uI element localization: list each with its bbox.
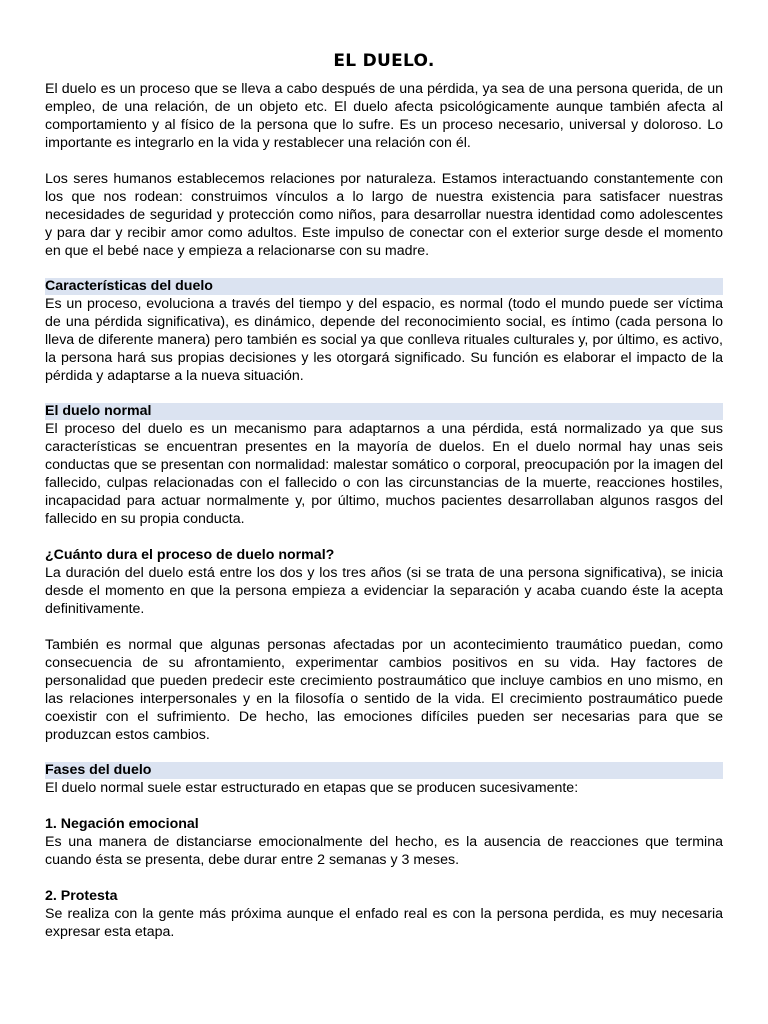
section-heading-duracion: ¿Cuánto dura el proceso de duelo normal? [45, 547, 335, 563]
document-title: EL DUELO. [333, 51, 435, 71]
spacer [45, 797, 723, 815]
spacer [45, 869, 723, 887]
fase-paragraph-protesta: Se realiza con la gente más próxima aunque el enfado real es con la persona perdida, es muy necesaria expresar esta etapa. [45, 906, 723, 940]
fases-paragraph: El duelo normal suele estar estructurado en etapas que se producen sucesivamente: [45, 780, 579, 796]
section-heading-fases: Fases del duelo [45, 762, 723, 779]
spacer [45, 152, 723, 170]
spacer [45, 744, 723, 762]
duracion-paragraph: La duración del duelo está entre los dos y los tres años (si se trata de una persona significativa), se inicia desde el momento en que la persona empieza a evidenciar la separación y acaba cuando éste la acepta definitivamente. [45, 565, 723, 617]
spacer [45, 385, 723, 403]
spacer [45, 260, 723, 278]
intro-paragraph-2: Los seres humanos establecemos relaciones por naturaleza. Estamos interactuando constantemente con los que nos rodean: construimos vínculos a lo largo de nuestra existencia para satisfacer nuestras necesidades de seguridad y protección como niños, para desarrollar nuestra identidad como adolescentes y para dar y recibir amor como adultos. Este impulso de conectar con el exterior surge desde el momento en que el bebé nace y empieza a relacionarse con su madre. [45, 171, 723, 259]
fase-heading-protesta: 2. Protesta [45, 888, 118, 904]
spacer [45, 618, 723, 636]
intro-paragraph-1: El duelo es un proceso que se lleva a cabo después de una pérdida, ya sea de una persona querida, de un empleo, de una relación, de un objeto etc. El duelo afecta psicológicamente aunque también afecta al comportamiento y al físico de la persona que lo sufre. Es un proceso necesario, universal y doloroso. Lo importante es integrarlo en la vida y restablecer una relación con él. [45, 81, 723, 151]
section-heading-duelo-normal: El duelo normal [45, 403, 723, 420]
fase-heading-negacion: 1. Negación emocional [45, 816, 199, 832]
section-heading-caracteristicas: Características del duelo [45, 278, 723, 295]
caracteristicas-paragraph: Es un proceso, evoluciona a través del tiempo y del espacio, es normal (todo el mundo puede ser víctima de una pérdida significativa), es dinámico, depende del reconocimiento social, es íntimo (cada persona lo lleva de diferente manera) pero también es social ya que conlleva rituales culturales y, por último, es activo, la persona hará sus propias decisiones y les otorgará significado. Su función es elaborar el impacto de la pérdida y adaptarse a la nueva situación. [45, 296, 723, 384]
duracion-paragraph-2: También es normal que algunas personas afectadas por un acontecimiento traumático puedan, como consecuencia de su afrontamiento, experimentar cambios positivos en su vida. Hay factores de personalidad que pueden predecir este crecimiento postraumático que incluye cambios en uno mismo, en las relaciones interpersonales y en la filosofía o sentido de la vida. El crecimiento postraumático puede coexistir con el sufrimiento. De hecho, las emociones difíciles pueden ser necesarias para que se produzcan estos cambios. [45, 637, 723, 743]
duelo-normal-paragraph: El proceso del duelo es un mecanismo para adaptarnos a una pérdida, está normalizado ya que sus características se encuentran presentes en la mayoría de duelos. En el duelo normal hay unas seis conductas que se presentan con normalidad: malestar somático o corporal, preocupación por la imagen del fallecido, culpas relacionadas con el fallecido o con las circunstancias de la muerte, reacciones hostiles, incapacidad para actuar normalmente y, por último, muchos pacientes desarrollaban algunos rasgos del fallecido en su propia conducta. [45, 421, 723, 527]
spacer [45, 528, 723, 546]
fase-paragraph-negacion: Es una manera de distanciarse emocionalmente del hecho, es la ausencia de reacciones que termina cuando ésta se presenta, debe durar entre 2 semanas y 3 meses. [45, 834, 723, 868]
